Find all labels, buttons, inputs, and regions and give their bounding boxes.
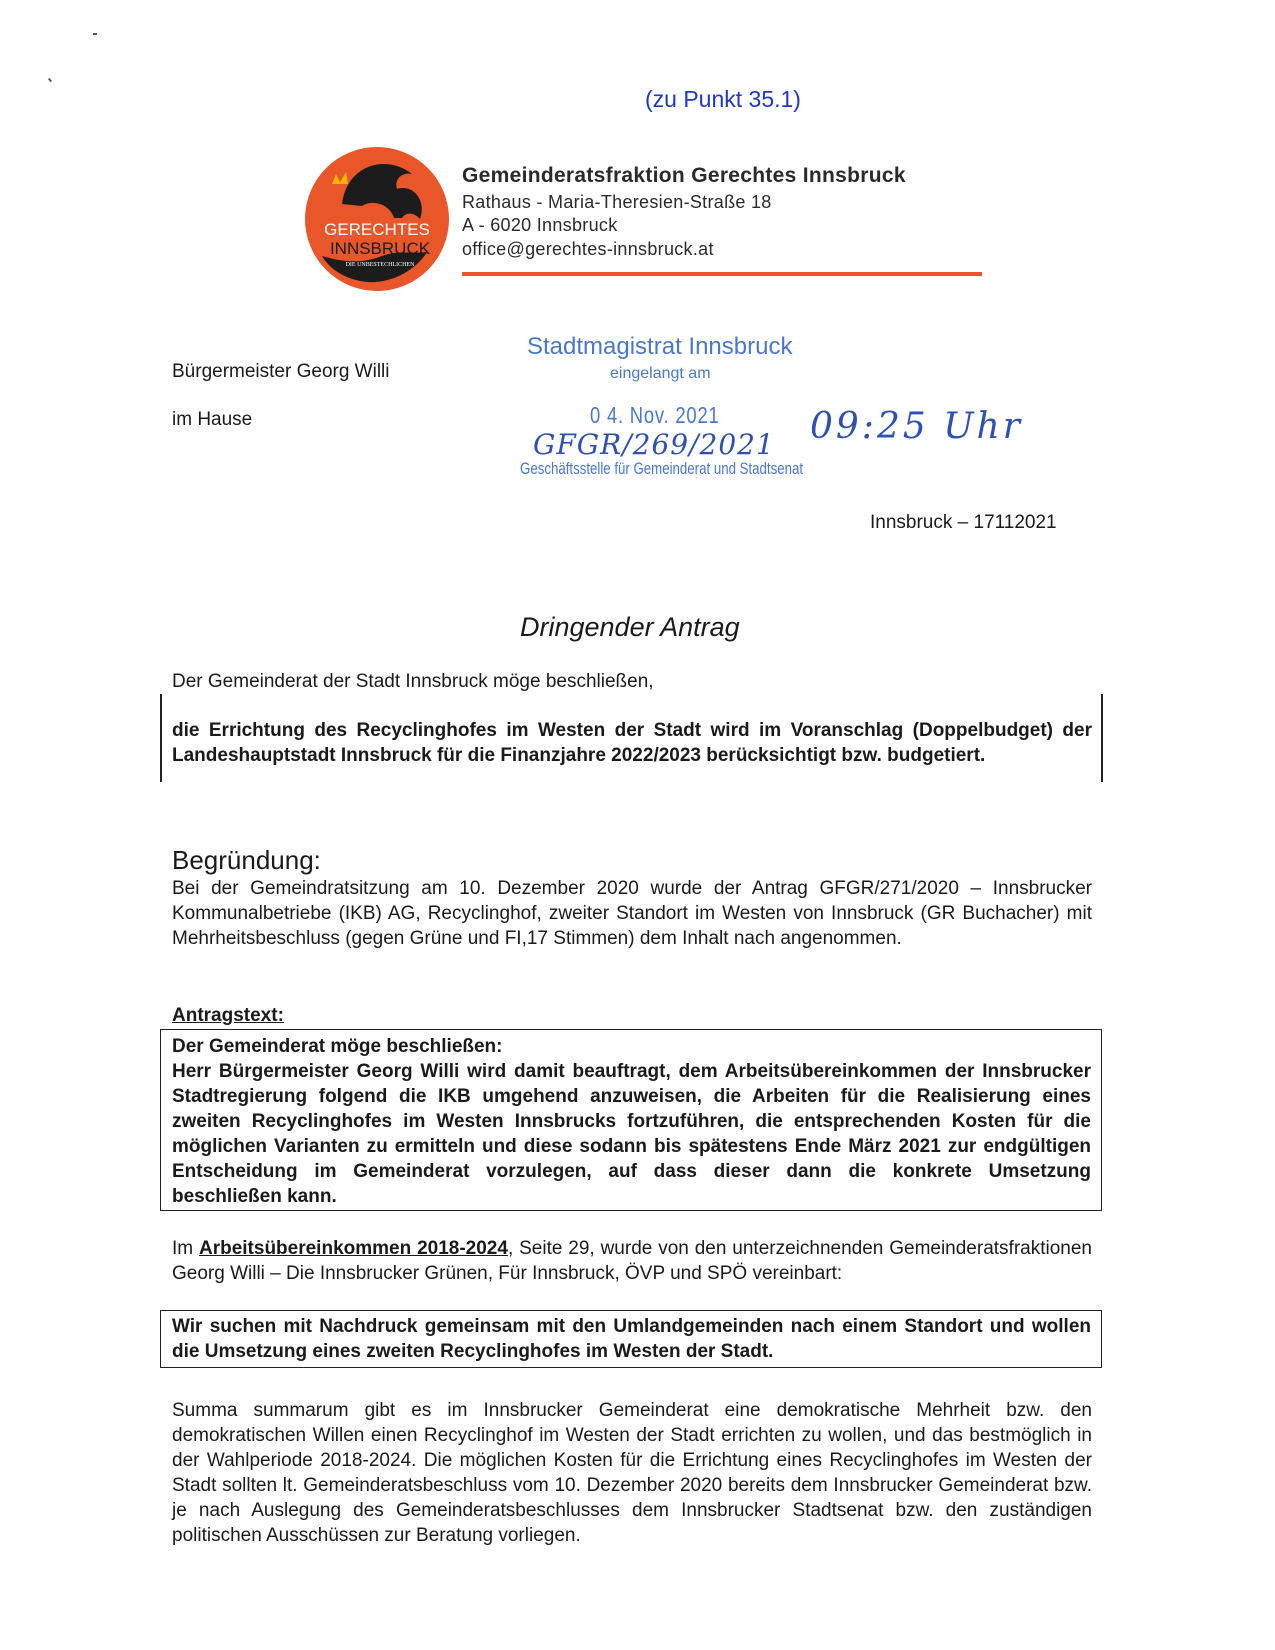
stamp-date: 0 4. Nov. 2021 bbox=[590, 402, 720, 428]
reference-note: (zu Punkt 35.1) bbox=[645, 86, 801, 112]
letterhead-address-city: A - 6020 Innsbruck bbox=[462, 215, 618, 235]
reasoning-heading: Begründung: bbox=[172, 845, 321, 875]
party-logo-icon bbox=[302, 144, 452, 294]
letterhead-title: Gemeinderatsfraktion Gerechtes Innsbruck bbox=[462, 164, 906, 187]
party-logo bbox=[302, 144, 452, 294]
motion-text-heading: Antragstext: bbox=[172, 1005, 284, 1026]
scan-speck bbox=[48, 78, 52, 82]
stamp-reference: GFGR/269/2021 bbox=[533, 428, 775, 461]
paragraph-2-prefix: Im bbox=[172, 1238, 194, 1259]
stamp-received-label: eingelangt am bbox=[610, 365, 711, 382]
motion-text-box bbox=[160, 1029, 1102, 1211]
paragraph-2-rest: , Seite 29, wurde von den unterzeichnenden Gemeinderatsfraktionen Georg Willi – Die Innsbrucker Grünen, Für Innsbruck, ÖVP und SPÖ vereinbart: bbox=[172, 1238, 1092, 1284]
logo-line1: GERECHTES bbox=[324, 220, 430, 239]
letterhead-address-street: Rathaus - Maria-Theresien-Straße 18 bbox=[462, 192, 772, 212]
motion-text: die Errichtung des Recyclinghofes im Westen der Stadt wird im Voranschlag (Doppelbudget) der Landeshauptstadt Innsbruck für die Finanzjahre 2022/2023 berücksichtigt bzw. budgetiert. bbox=[172, 720, 1092, 766]
reasoning-paragraph-1: Bei der Gemeindratsitzung am 10. Dezember 2020 wurde der Antrag GFGR/271/2020 – Innsbrucker Kommunalbetriebe (IKB) AG, Recyclinghof, zweiter Standort im Westen von Innsbruck (GR Buchacher) mit Mehrheitsbeschluss (gegen Grüne und FI,17 Stimmen) dem Inhalt nach angenommen. bbox=[172, 878, 1092, 949]
agreement-reference: Arbeitsübereinkommen 2018-2024 bbox=[198, 1238, 508, 1259]
motion-text-lead: Der Gemeinderat möge beschließen: bbox=[172, 1036, 503, 1057]
stamp-office: Stadtmagistrat Innsbruck bbox=[527, 333, 793, 360]
logo-tagline: DIE UNBESTECHLICHEN bbox=[345, 262, 415, 268]
scan-speck bbox=[93, 33, 97, 35]
agreement-quote-box bbox=[160, 1310, 1102, 1368]
addressee-name: Bürgermeister Georg Willi bbox=[172, 361, 390, 382]
document-title: Dringender Antrag bbox=[520, 612, 740, 642]
agreement-quote: Wir suchen mit Nachdruck gemeinsam mit den Umlandgemeinden nach einem Standort und wollen die Umsetzung eines zweiten Recyclinghofes im Westen der Stadt. bbox=[172, 1316, 1091, 1362]
reasoning-paragraph-3: Summa summarum gibt es im Innsbrucker Gemeinderat eine demokratische Mehrheit bzw. den demokratischen Willen einen Recyclinghof im Westen der Stadt errichten zu wollen, und das bestmöglich in der Wahlperiode 2018-2024. Die möglichen Kosten für die Errichtung eines Recyclinghofes im Westen der Stadt sollten lt. Gemeinderatsbeschluss vom 10. Dezember 2020 bereits dem Innsbrucker Gemeinderat bzw. je nach Auslegung des Gemeinderatsbeschlusses dem Innsbrucker Stadtsenat bzw. den zuständigen politischen Ausschüssen zur Beratung vorliegen. bbox=[172, 1400, 1092, 1546]
logo-line2: INNSBRUCK bbox=[329, 239, 431, 258]
date-line: Innsbruck – 17112021 bbox=[870, 512, 1057, 533]
addressee-location: im Hause bbox=[172, 409, 253, 430]
motion-text-body: Herr Bürgermeister Georg Willi wird damit beauftragt, dem Arbeitsübereinkommen der Innsbrucker Stadtregierung folgend die IKB umgehend anzuweisen, die Arbeiten für die Realisierung eines zweiten Recyclinghofes im Westen Innsbrucks fortzuführen, die entsprechenden Kosten für die möglichen Varianten zu ermitteln und diese sodann bis spätestens Ende März 2021 zur endgültigen Entscheidung im Gemeinderat vorzulegen, auf dass dieser dann die konkrete Umsetzung beschließen kann. bbox=[172, 1061, 1091, 1207]
stamp-department: Geschäftsstelle für Gemeinderat und Stadtsenat bbox=[520, 459, 804, 478]
intro-text: Der Gemeinderat der Stadt Innsbruck möge beschließen, bbox=[172, 671, 654, 692]
stamp-time: 09:25 Uhr bbox=[810, 406, 1023, 447]
motion-left-bar bbox=[160, 694, 162, 782]
letterhead-email: office@gerechtes-innsbruck.at bbox=[462, 239, 714, 259]
letterhead-rule bbox=[462, 272, 982, 276]
reasoning-paragraph-2 bbox=[172, 1236, 1092, 1286]
motion-right-bar bbox=[1101, 694, 1103, 782]
